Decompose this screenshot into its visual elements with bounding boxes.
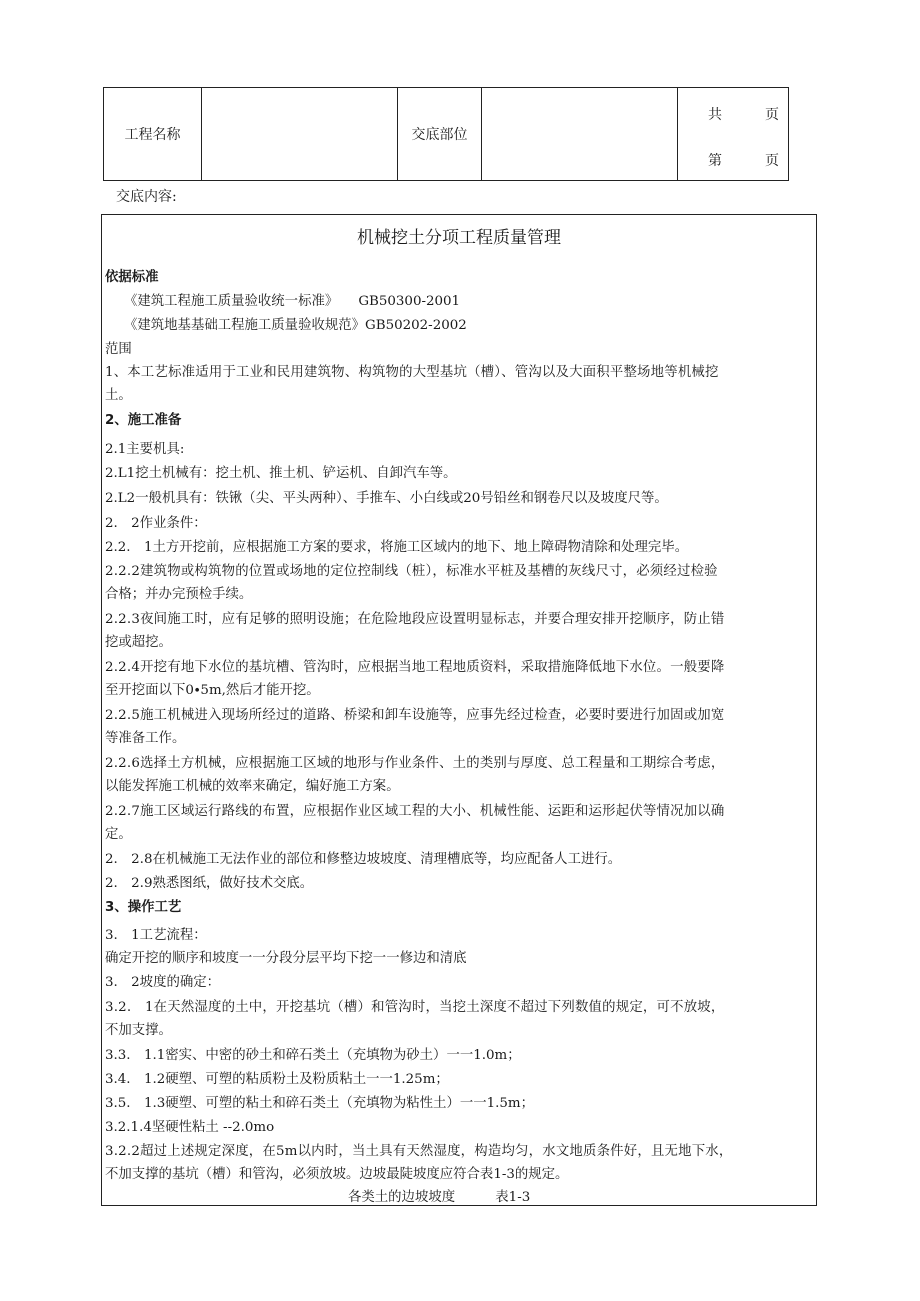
text-line: 2.2. 1土方开挖前，应根据施工方案的要求，将施工区域内的地下、地上障碍物清除和处理完毕。 — [105, 540, 689, 555]
text-line: 2.2.2建筑物或构筑物的位置或场地的定位控制线（桩），标准水平桩及基槽的灰线尺寸，必须经过检验 — [105, 564, 718, 579]
text-line: 定。 — [105, 827, 132, 842]
text-line: 土。 — [105, 388, 132, 403]
doc-title: 机械挖土分项工程质量管理 — [357, 228, 561, 248]
text-line: 不加支撑。 — [105, 1023, 172, 1038]
text-line: 2.2.3夜间施工时，应有足够的照明设施；在危险地段应设置明显标志，并要合理安排开挖顺序，防止错 — [105, 612, 725, 627]
total-label: 共 — [708, 107, 722, 123]
text-line: 范围 — [105, 342, 132, 357]
section-heading: 2、施工准备 — [105, 413, 182, 428]
content-label: 交底内容: — [116, 189, 177, 205]
text-line: 2.1主要机具: — [105, 442, 185, 457]
text-line: 至开挖面以下0∙5m,然后才能开挖。 — [105, 683, 320, 698]
text-line: 2. 2.9熟悉图纸，做好技术交底。 — [105, 876, 314, 891]
text-line: 3.2.2超过上述规定深度，在5m以内时，当土具有天然湿度，构造均匀，水文地质条件好，且无地下水， — [105, 1144, 733, 1159]
text-line: 确定开挖的顺序和坡度一一分段分层平均下挖一一修边和清底 — [105, 951, 467, 966]
handover-part-value — [482, 88, 678, 181]
text-line: 3.4. 1.2硬塑、可塑的粘质粉土及粉质粘土一一1.25m； — [105, 1072, 449, 1087]
section-heading: 3、操作工艺 — [105, 900, 182, 915]
text-line: 3. 1工艺流程： — [105, 928, 207, 943]
content-box — [101, 214, 817, 1206]
page-label: 页 — [765, 107, 779, 123]
text-line: 3.3. 1.1密实、中密的砂土和碎石类土（充填物为砂土）一一1.0m； — [105, 1048, 521, 1063]
text-line: 2.2.5施工机械进入现场所经过的道路、桥梁和卸车设施等，应事先经过检查，必要时要进行加固或加宽 — [105, 708, 725, 723]
text-line: 2. 2作业条件： — [105, 516, 207, 531]
text-line: 3. 2坡度的确定： — [105, 975, 221, 990]
text-line: 以能发挥施工机械的效率来确定，编好施工方案。 — [105, 779, 400, 794]
page-count-cell — [678, 88, 789, 181]
no-label: 第 — [708, 153, 722, 169]
text-line: 2.2.6选择土方机械，应根据施工区域的地形与作业条件、土的类别与厚度、总工程量和工期综合考虑， — [105, 756, 725, 771]
section-heading: 依据标准 — [105, 270, 159, 285]
text-line: 不加支撑的基坑（槽）和管沟，必须放坡。边坡最陡坡度应符合表1-3的规定。 — [105, 1167, 569, 1182]
text-line: 2.2.7施工区域运行路线的布置，应根据作业区域工程的大小、机械性能、运距和运形起伏等情况加以确 — [105, 804, 725, 819]
text-line: 3.5. 1.3硬塑、可塑的粘土和碎石类土（充填物为粘性土）一一1.5m； — [105, 1096, 534, 1111]
page-label-2: 页 — [765, 153, 779, 169]
text-line: 2.L2一般机具有：铁锹（尖、平头两种）、手推车、小白线或20号铅丝和钢卷尺以及坡度尺等。 — [105, 491, 668, 506]
standard-line: 《建筑工程施工质量验收统一标准》 GB50300-2001 — [124, 294, 461, 309]
text-line: 3.2.1.4坚硬性粘土 --2.0mo — [105, 1120, 275, 1135]
text-line: 2.2.4开挖有地下水位的基坑槽、管沟时，应根据当地工程地质资料，采取措施降低地下水位。一般要降 — [105, 660, 725, 675]
text-line: 2. 2.8在机械施工无法作业的部位和修整边坡坡度、清理槽底等，均应配备人工进行。 — [105, 852, 622, 867]
project-name-label: 工程名称 — [104, 88, 202, 181]
text-line: 挖或超挖。 — [105, 635, 172, 650]
standard-line: 《建筑地基基础工程施工质量验收规范》GB50202-2002 — [124, 318, 467, 333]
text-line: 1、本工艺标准适用于工业和民用建筑物、构筑物的大型基坑（槽）、管沟以及大面积平整场地等机械挖 — [105, 365, 719, 380]
header-table — [103, 87, 789, 181]
table-caption: 各类土的边坡坡度 表1-3 — [348, 1190, 531, 1205]
handover-part-label: 交底部位 — [398, 88, 482, 181]
text-line: 3.2. 1在天然湿度的土中，开挖基坑（槽）和管沟时，当挖土深度不超过下列数值的规定，可不放坡， — [105, 1000, 725, 1015]
project-name-value — [202, 88, 398, 181]
text-line: 2.L1挖土机械有：挖土机、推土机、铲运机、自卸汽车等。 — [105, 466, 457, 481]
text-line: 合格；并办完预检手续。 — [105, 587, 253, 602]
text-line: 等准备工作。 — [105, 731, 186, 746]
